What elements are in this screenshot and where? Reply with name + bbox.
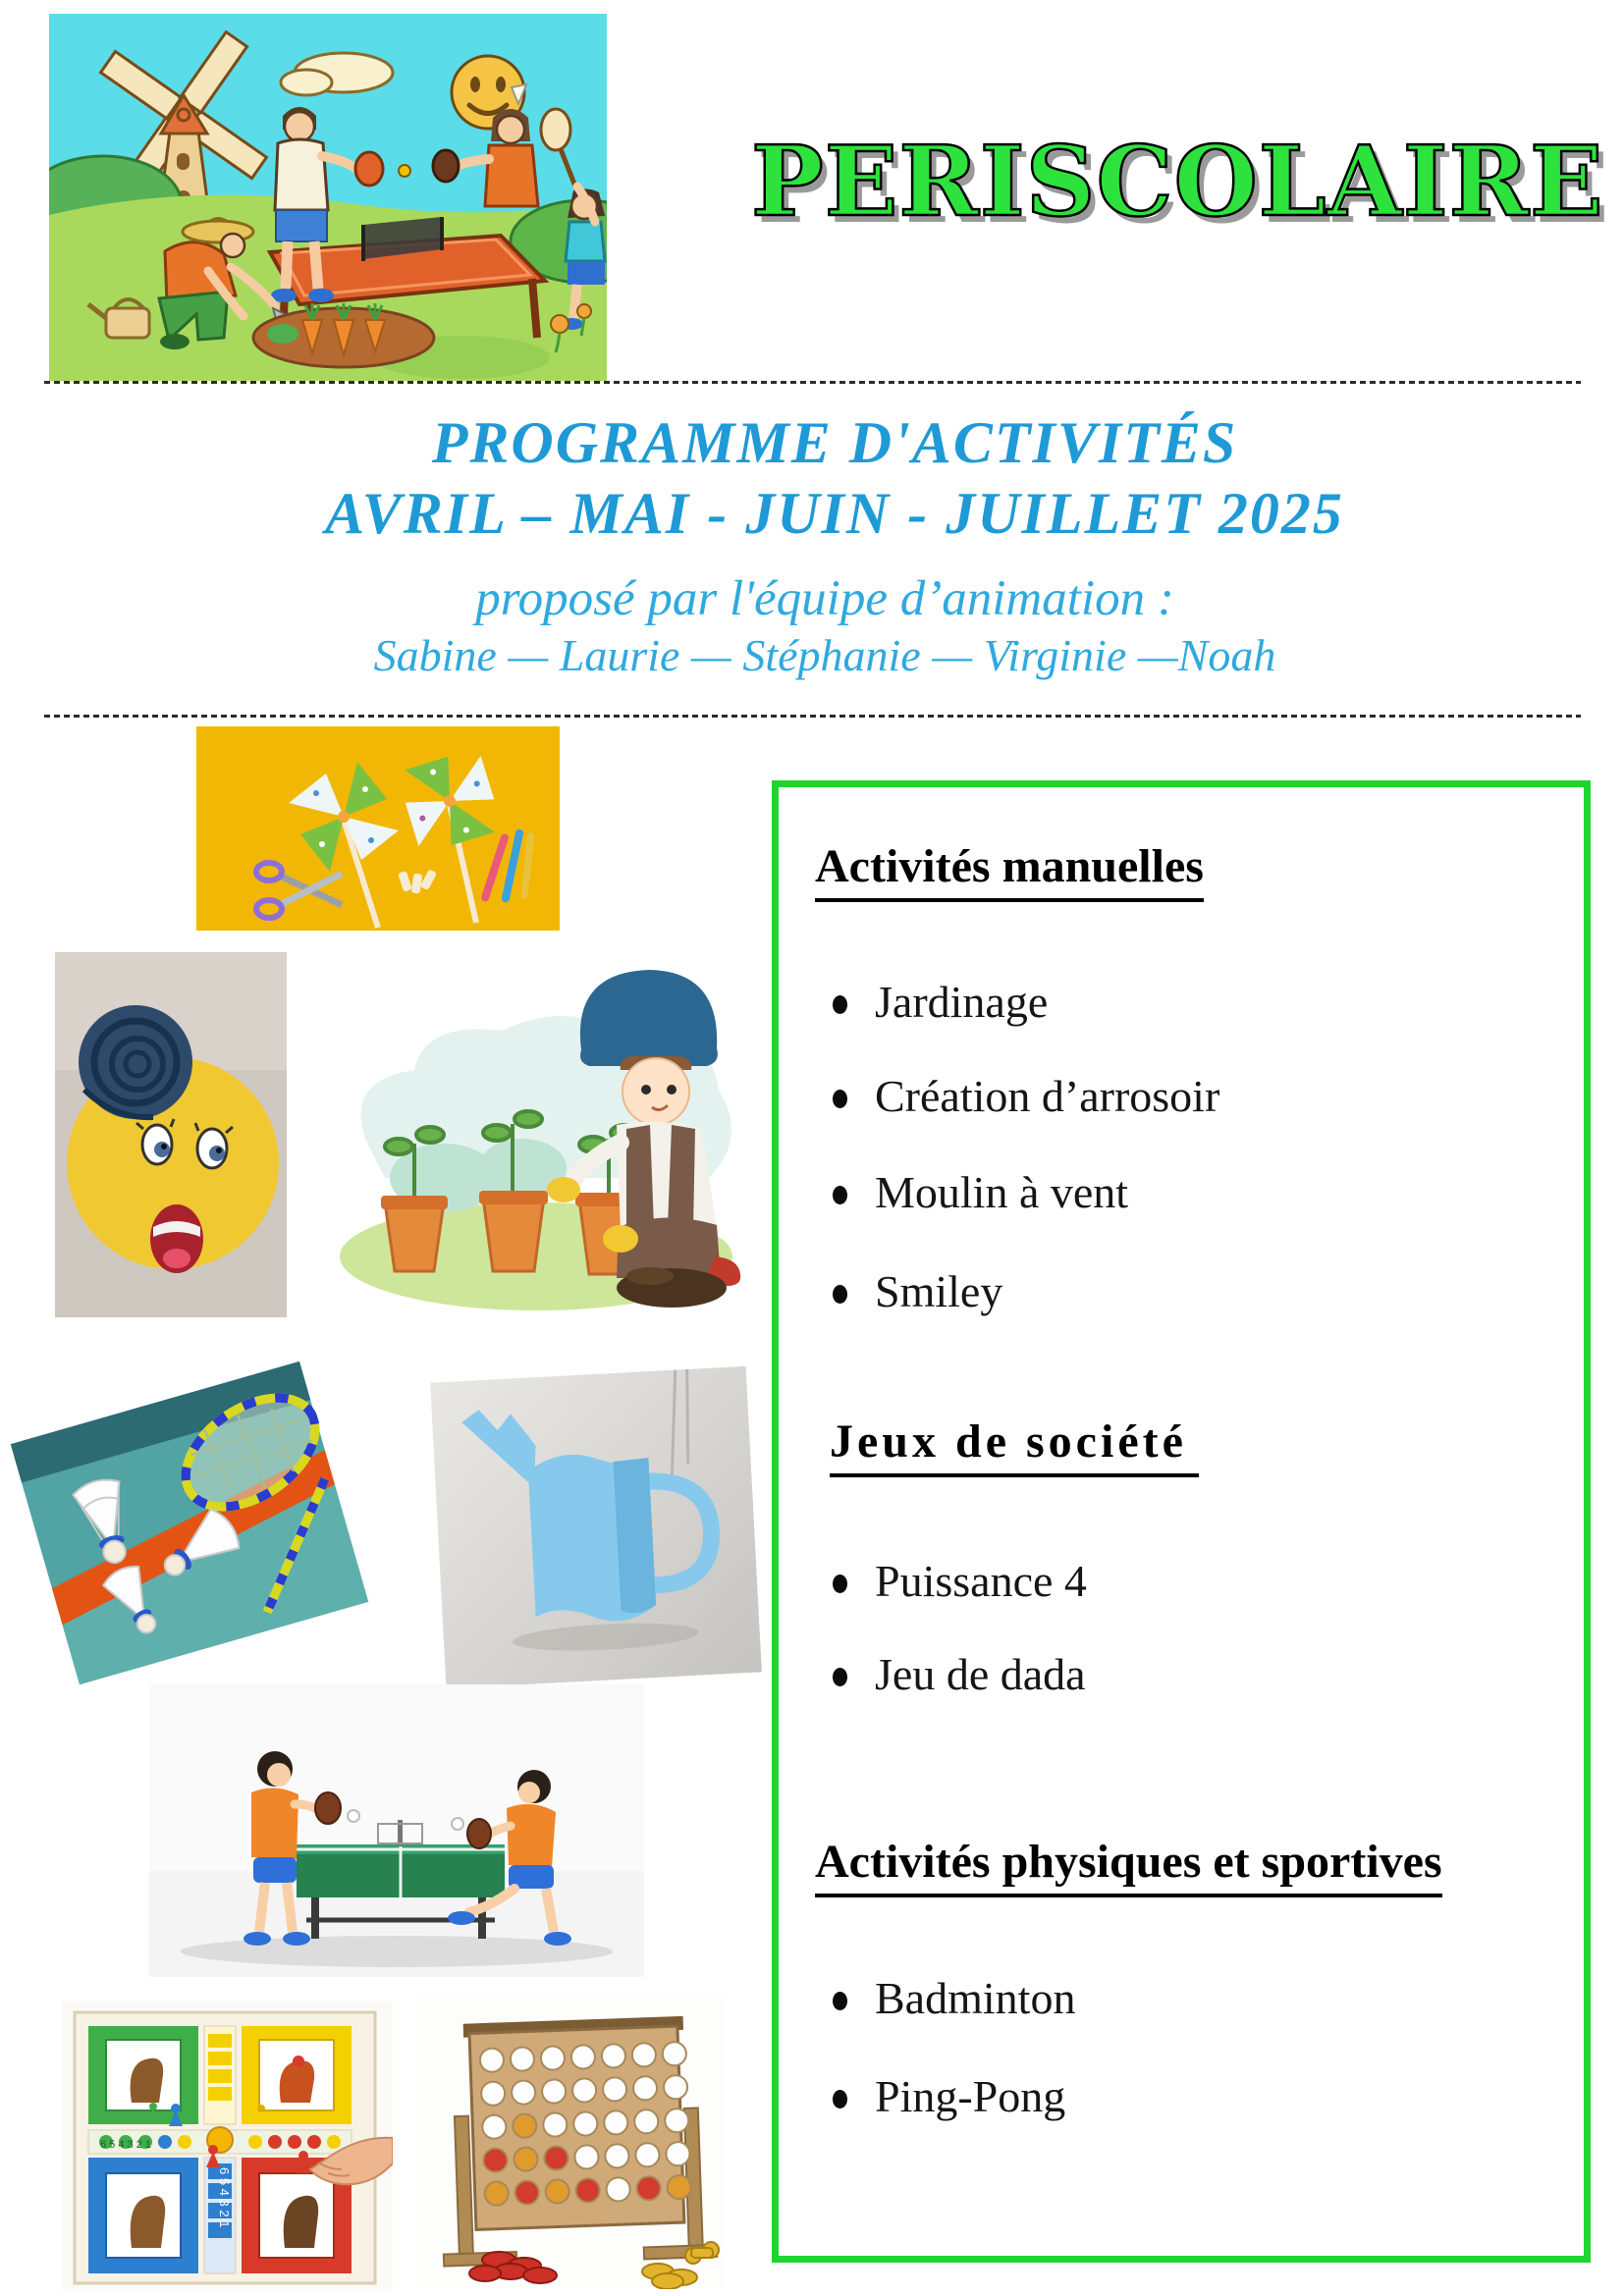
bullet-icon: [833, 1285, 847, 1304]
activity-item-ping-pong: [833, 2071, 1066, 2121]
dashed-divider-top: [44, 381, 1581, 384]
section-title-activites-manuelles: Activités manuelles: [815, 842, 1204, 902]
ludo-numbers-vertical: 6 5 4 3 2 1: [217, 2167, 232, 2228]
page-title: PERISCOLAIRE: [751, 126, 1604, 239]
activity-item-jeu-de-dada: [833, 1649, 1086, 1699]
connect-four-game-photo: [416, 1997, 725, 2289]
ping-pong-cartoon-svg: [149, 1684, 644, 1977]
activity-item-puissance-4: [833, 1556, 1087, 1606]
ludo-numbers-horizontal: 6 5 4 3 2 1: [100, 2139, 151, 2151]
activity-label: Badminton: [875, 1973, 1076, 2023]
activity-label: Jeu de dada: [875, 1649, 1086, 1699]
pinwheels-svg: [196, 726, 560, 931]
child-gardening-cartoon: [326, 933, 746, 1330]
hero-cartoon-svg: [49, 14, 607, 381]
bullet-icon: [833, 1090, 847, 1108]
badminton-shuttlecocks-photo: [9, 1361, 370, 1685]
hero-illustration: [49, 14, 607, 381]
pinwheels-craft-photo: [196, 726, 560, 931]
paper-rose: [79, 1005, 192, 1119]
watering-can-svg: [430, 1366, 762, 1688]
activity-label: Smiley: [875, 1266, 1003, 1316]
paper-watering-can-photo: [430, 1366, 762, 1688]
ludo-board-svg: [63, 2001, 393, 2291]
bullet-icon: [833, 1668, 847, 1686]
activity-item-badminton: [833, 1973, 1076, 2023]
ball: [348, 1810, 359, 1822]
kids-ping-pong-cartoon: [149, 1684, 644, 1977]
connect-four-svg: [416, 1997, 725, 2289]
dashed-divider-bottom: [44, 715, 1581, 718]
activity-label: Jardinage: [875, 977, 1049, 1027]
bullet-icon: [833, 2090, 847, 2109]
paper-smiley-craft-photo: [55, 952, 287, 1317]
flower-pots: [381, 1191, 644, 1274]
bullet-icon: [833, 1992, 847, 2010]
program-title-line2: AVRIL – MAI - JUIN - JUILLET 2025: [325, 481, 1344, 546]
gardening-svg: [326, 933, 746, 1330]
badminton-svg: [9, 1361, 370, 1685]
corner-blue: [88, 2158, 198, 2273]
activity-label: Moulin à vent: [875, 1167, 1129, 1217]
section-title-jeux-de-societe: Jeux de société: [830, 1417, 1199, 1477]
team-names-line: Sabine — Laurie — Stéphanie — Virginie —Noah: [373, 630, 1276, 680]
activity-label: Ping-Pong: [875, 2071, 1066, 2121]
paper-smiley-svg: [55, 952, 287, 1317]
program-title-line1: PROGRAMME D'ACTIVITÉS: [431, 410, 1238, 475]
activity-item-creation-arrosoir: [833, 1071, 1220, 1121]
bullet-icon: [833, 995, 847, 1014]
open-mouth: [150, 1204, 203, 1273]
activity-item-smiley: [833, 1266, 1003, 1316]
bullet-icon: [833, 1186, 847, 1204]
ball: [399, 165, 410, 177]
activity-label: Création d’arrosoir: [875, 1071, 1220, 1121]
activity-item-moulin-a-vent: [833, 1167, 1129, 1217]
corner-green: [88, 2026, 198, 2124]
proposed-by-line: proposé par l'équipe d’animation :: [475, 571, 1174, 626]
ball: [452, 1818, 463, 1830]
bullet-icon: [833, 1575, 847, 1593]
activity-label: Puissance 4: [875, 1556, 1087, 1606]
activity-item-jardinage: [833, 977, 1049, 1027]
glove: [547, 1177, 580, 1202]
glove: [603, 1225, 638, 1253]
section-title-activites-physiques: Activités physiques et sportives: [815, 1838, 1442, 1897]
ludo-board-game-photo: [63, 2001, 393, 2291]
